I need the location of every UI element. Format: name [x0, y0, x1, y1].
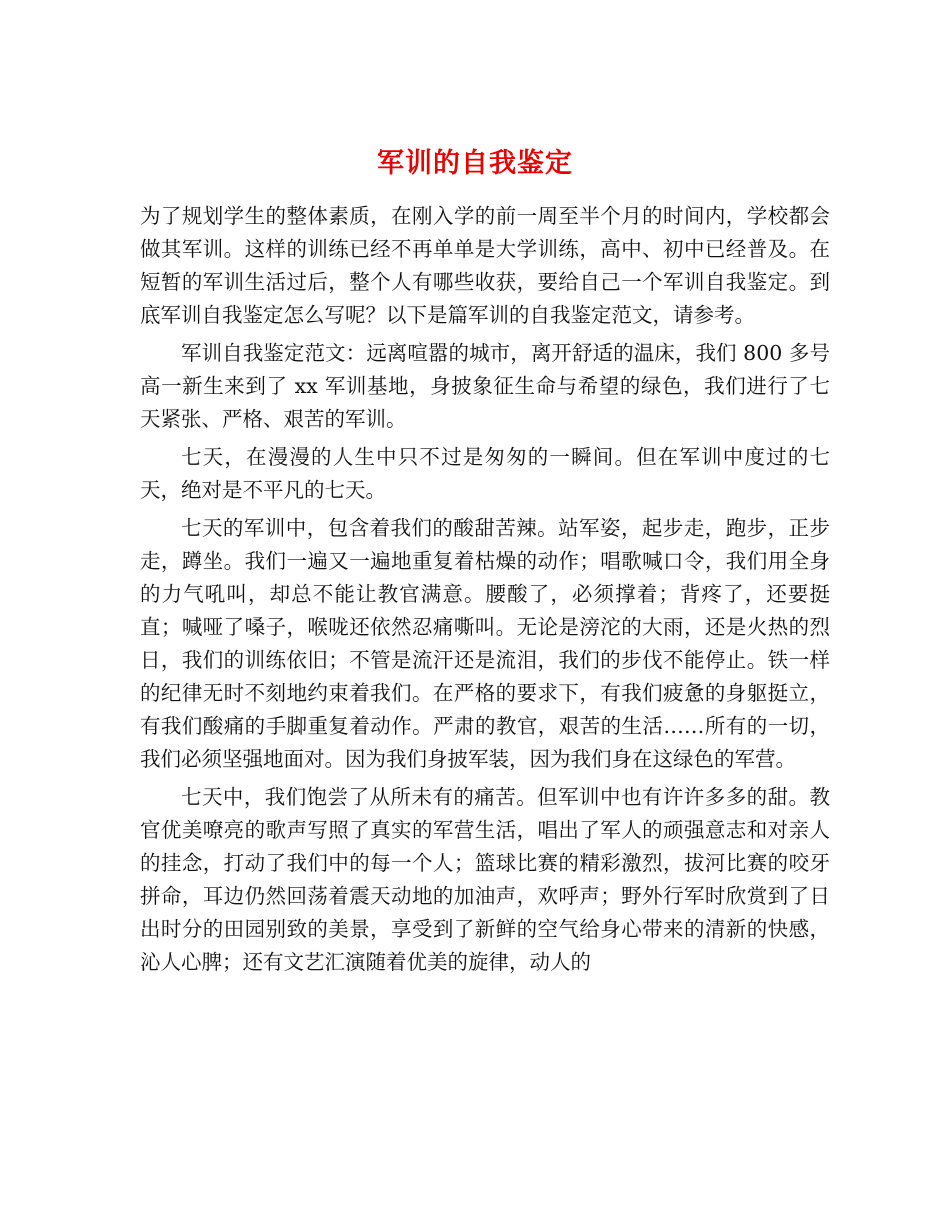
paragraph-intro: 为了规划学生的整体素质，在刚入学的前一周至半个月的时间内，学校都会做其军训。这样的训练已经不再单单是大学训练，高中、初中已经普及。在短暂的军训生活过后，整个人有哪些收获，要给自己一个军训自我鉴定。到底军训自我鉴定怎么写呢？以下是篇军训的自我鉴定范文，请参考。 [140, 204, 830, 327]
paragraph-sweetness: 七天中，我们饱尝了从所未有的痛苦。但军训中也有许许多多的甜。教官优美嘹亮的歌声写照了真实的军营生活，唱出了军人的顽强意志和对亲人的挂念，打动了我们中的每一个人；篮球比赛的精彩激烈，拔河比赛的咬牙拼命，耳边仍然回荡着震天动地的加油声，欢呼声；野外行军时欣赏到了日出时分的田园别致的美景，享受到了新鲜的空气给身心带来的清新的快感，沁人心脾；还有文艺汇演随着优美的旋律，动人的 [140, 785, 830, 974]
document-title: 军训的自我鉴定 [377, 148, 573, 180]
document-body [140, 200, 830, 984]
paragraph-sample-opening: 军训自我鉴定范文：远离喧嚣的城市，离开舒适的温床，我们 800 多号高一新生来到了 xx 军训基地，身披象征生命与希望的绿色，我们进行了七天紧张、严格、艰苦的军训。 [140, 341, 830, 431]
paragraph-seven-days: 七天，在漫漫的人生中只不过是匆匆的一瞬间。但在军训中度过的七天，绝对是不平凡的七天。 [140, 445, 830, 502]
paragraph-hardships: 七天的军训中，包含着我们的酸甜苦辣。站军姿，起步走，跑步，正步走，蹲坐。我们一遍又一遍地重复着枯燥的动作；唱歌喊口令，我们用全身的力气吼叫，却总不能让教官满意。腰酸了，必须撑着；背疼了，还要挺直；喊哑了嗓子，喉咙还依然忍痛嘶叫。无论是滂沱的大雨，还是火热的烈日，我们的训练依旧；不管是流汗还是流泪，我们的步伐不能停止。铁一样的纪律无时不刻地约束着我们。在严格的要求下，有我们疲惫的身躯挺立，有我们酸痛的手脚重复着动作。严肃的教官，艰苦的生活……所有的一切，我们必须坚强地面对。因为我们身披军装，因为我们身在这绿色的军营。 [140, 516, 830, 771]
